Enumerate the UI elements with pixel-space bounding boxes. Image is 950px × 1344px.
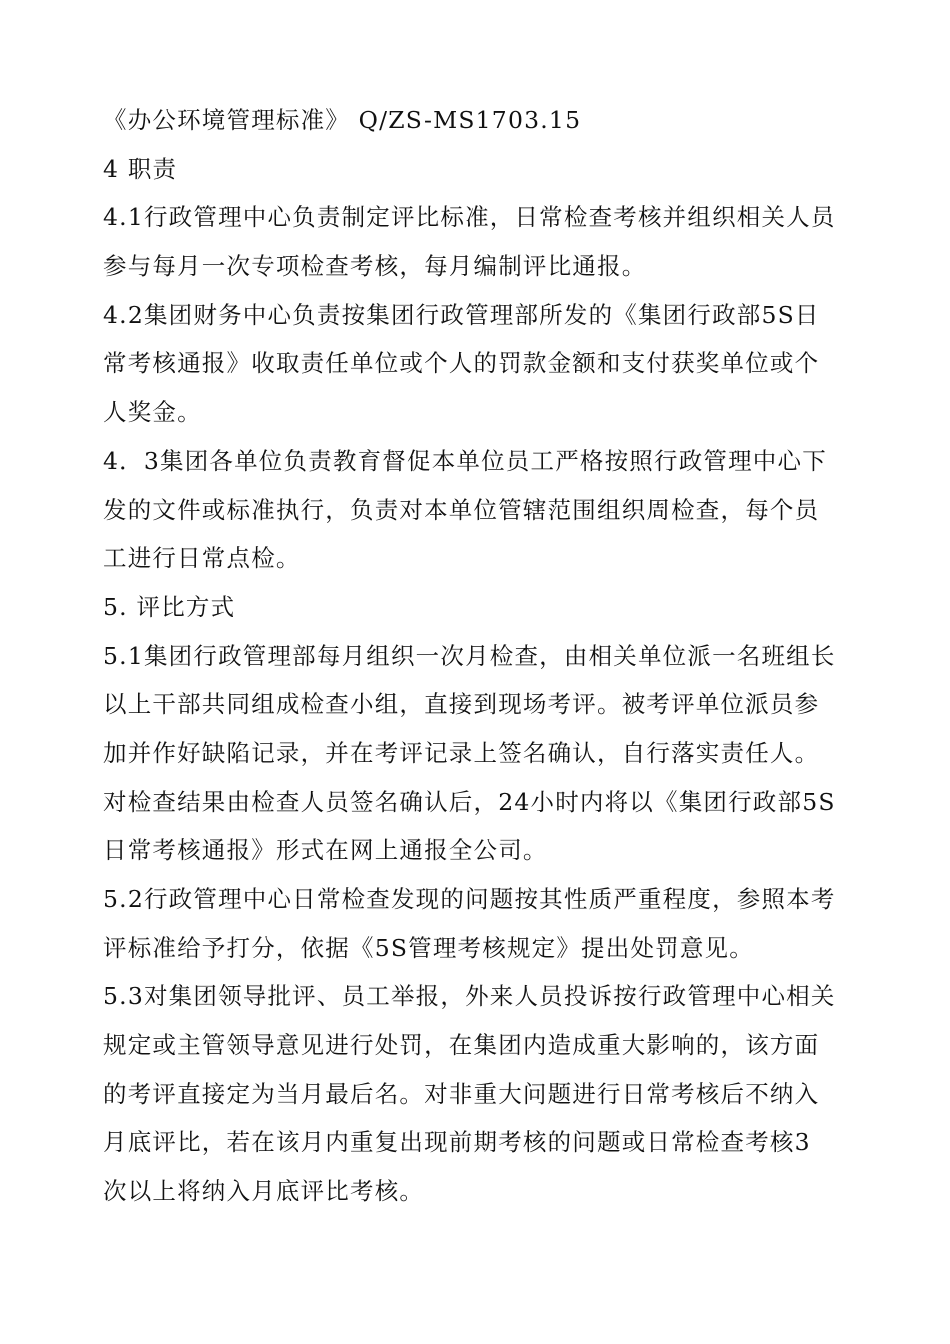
doc-line: 月底评比，若在该月内重复出现前期考核的问题或日常检查考核3 <box>103 1128 811 1157</box>
doc-line: 4.1行政管理中心负责制定评比标准，日常检查考核并组织相关人员 <box>103 203 836 232</box>
doc-line: 次以上将纳入月底评比考核。 <box>103 1177 425 1206</box>
doc-line: 《办公环境管理标准》 Q/ZS-MS1703.15 <box>103 106 582 134</box>
doc-line: 评标准给予打分，依据《5S管理考核规定》提出处罚意见。 <box>103 933 754 962</box>
doc-line: 人奖金。 <box>103 398 202 427</box>
section-heading-duties: 4 职责 <box>103 154 178 183</box>
doc-line: 常考核通报》收取责任单位或个人的罚款金额和支付获奖单位或个 <box>103 349 820 378</box>
section-heading-evaluation: 5. 评比方式 <box>103 592 236 621</box>
doc-line: 的考评直接定为当月最后名。对非重大问题进行日常考核后不纳入 <box>103 1079 820 1108</box>
doc-line: 5.3对集团领导批评、员工举报，外来人员投诉按行政管理中心相关 <box>103 982 836 1011</box>
doc-line: 加并作好缺陷记录，并在考评记录上签名确认，自行落实责任人。 <box>103 738 820 767</box>
doc-line: 以上干部共同组成检查小组，直接到现场考评。被考评单位派员参 <box>103 690 820 719</box>
doc-line: 参与每月一次专项检查考核，每月编制评比通报。 <box>103 252 647 281</box>
doc-line: 日常考核通报》形式在网上通报全公司。 <box>103 836 548 865</box>
document-body <box>103 96 863 1216</box>
doc-line: 5.2行政管理中心日常检查发现的问题按其性质严重程度，参照本考 <box>103 885 836 913</box>
doc-line: 工进行日常点检。 <box>103 544 301 573</box>
doc-line: 5.1集团行政管理部每月组织一次月检查，由相关单位派一名班组长 <box>103 641 836 670</box>
doc-line: 规定或主管领导意见进行处罚，在集团内造成重大影响的，该方面 <box>103 1031 820 1060</box>
doc-line: 对检查结果由检查人员签名确认后，24小时内将以《集团行政部5S <box>103 787 836 816</box>
doc-line: 4．3集团各单位负责教育督促本单位员工严格按照行政管理中心下 <box>103 446 827 475</box>
doc-line: 4.2集团财务中心负责按集团行政管理部所发的《集团行政部5S日 <box>103 300 820 329</box>
doc-line: 发的文件或标准执行，负责对本单位管辖范围组织周检查，每个员 <box>103 495 820 524</box>
